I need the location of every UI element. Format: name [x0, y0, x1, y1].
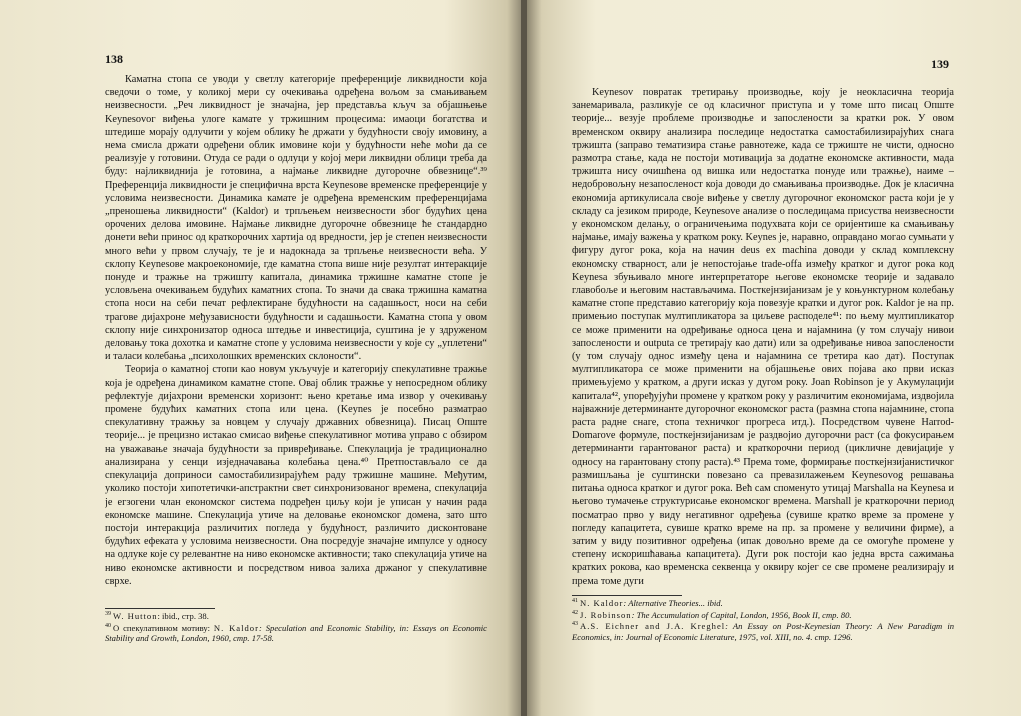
page-body — [572, 86, 954, 592]
footnote-text: : Speculation and Economic Stability, in: Essays on Economic Stability and Growth, London, 1960, стр. 17-58. — [105, 622, 487, 644]
footnote-rule — [105, 608, 215, 609]
footnote-number: 40 — [105, 622, 111, 629]
footnote-number: 39 — [105, 611, 111, 617]
footnote-author: W. Hutton — [113, 611, 158, 621]
footnote — [572, 598, 954, 609]
page-number: 138 — [105, 52, 123, 66]
footnotes — [572, 598, 954, 643]
footnote-number: 43 — [572, 621, 578, 628]
footnote-author: N. Kaldor — [580, 598, 624, 608]
footnote-author: N. Kaldor — [213, 622, 259, 633]
paragraph: Keynesov повратак третирању производње, коју је неокласична теорија занемаривала, разликује се од класичног приступа и у томе што писац Опште теорије... везује проблеме производње и запослености за кратки рок. У овом временском оквиру анализира последице недостатка самостабилизирајућих снага тржишта (заправо тематизира стање равнотеже, када се тржиште не чисти, односно размотра стање, када не постоји мотивација за додатне економске активности, мада тржишта нису очишћена од вишка или недостатка понуде или тражње), наиме – недобровољну незапосленост која доводи до смањивања производње. Док је класична економија артикулисала своје виђење у светлу дугорочног економског раста који је у складу са језиком природе, Keynesove анализе о последицама присуства неизвесности у економском делању, о ограничењима подухвата који се оријентише ка смањивању најмање, имају важења у кратком року. Keynes је, наравно, оправдано могао сумњати у фигуру дугог рока, која на начин deus ex machina доводи у склад комплексну економску стварност, али је непостојање trade-offa између кратког и дугог рока код Keynesa збуњивало многе интерпретаторе његове економске теорије и задавало главобоље и његовим настављачима. Посткејнзијанизам је у коњунктурном колебању каматне стопе представио категорију која повезује кратки и дугог рок. Kaldor је на пр. примењио поступак мултипликатора за циљеве расподеле⁴¹: по њему мултипликатор се може применити на одређивање односа цена и најамнина (у том случају нивои запослености и outputa се третирају као дати) или за одређивање нивоа запослености (у том случају однос између цена и најамнина се третира као дат). Поступак мултипликатора се може применити на објашњење ових појава ако први исказ примењујемо у кратком, а други исказ у дугом року. Joan Robinson је у Акумулацији капитала⁴², упоређујући промене у кратком року у различитим економијама, издвојила најважније детерминанте дугорочног економског раста (размна стопа најамнине, стопа раста радне снаге, стопа техничког прогреса итд.). Посредством чувене Harrod-Domarove формуле, посткејнзијанизам је раздвојио дугорочни раст (са фокусирањем детерминанти гарантованог раста) и краткорочни период (цикличне девијације у односу на гарантовану стопу раста).⁴³ Према томе, формирање посткејнзијанистичког размишљања је суштински повезано са превазилажењем Keynesovog решавања питања односа кратког и дугог рока. Већ сам споменуто утицај Marshalla на Keynesa и његово тумачење структурисање економског времена. Marshall је краткорочни период посматрао прво у виду негативног одређења (сувише кратко време за промене у погледу капацитета, сувише кратко време на пр. за промене у величини фирме), а затим у виду позитивног одређења (ипак довољно време да се омогуће промене у степену искоришћавања капацитета). Дуги рок постоји као једна врста сажимања кратких рокова, као временска секвенца у оквиру којег се све промене реализирају и према томе дуги — [572, 87, 954, 587]
footnote-author: J. Robinson — [580, 609, 632, 620]
paragraph: Каматна стопа се уводи у светлу категорије преференције ликвидности која сведочи о томе, у коликој мери су очекивања одређена вољом за смањивањем неизвесности. „Реч ликвидност је значајна, јер представља кључ за објашњење Keynesovог виђења улоге камате у тржишним процесима: имаоци богатства и штедише морају одлучити у којем облику ће држати у будућности своју имовину, а нема смисла држати одређени облик имовине који у будућности неће моћи да се реализује у готовини. Отуда се ради о одлуци у којој мери ликвидни облици треба да буду: најликвиднија је готовина, а најмање ликвидне дугорочне обвезнице“.³⁹ Преференција ликвидности је специфична врста Keynesове временске преференције у условима неизвесности. Динамика камате је одређена временским преференцијама „преношења ликвидности“ (Kaldor) и трпљењем неизвесности због будућих цена орочених делова имовине. Најмање ликвидне дугорочне обвезнице ће стандардно донети већи принос од краткорочних хартија од вредности, јер је степен неизвесности много већи у првом случају, те је и надокнада за трпљење неизвесности већа. У склопу Keynesове макроекономије, где каматна стопа више није резултат интеракције понуде и тражње на тржишту капитала, динамика тржишне каматне стопе је условљена очекивањем будућих каматних стопа. То значи да свака тржишна каматна стопа носи на себи печат рефлектиране будућности на садашњост, носи на себи трагове дијахроне међузависности будућности и садашњости. Каматна стопа у овом склопу није синхронизатор односа штедње и инвестиција, суштина је у здруженом деловању тока дохотка и каматне стопе у условима неизвесности у које су „уплетени“ и таласи колебања „психолошких временских склоности“. — [105, 74, 487, 363]
footnote-prefix: О спекулативном мотиву: — [113, 622, 214, 633]
footnote-rule — [572, 595, 682, 596]
footnote-author: A.S. Eichner and J.A. Kreghel — [580, 621, 726, 632]
footnote — [572, 610, 954, 621]
right-page — [527, 0, 1021, 716]
footnote-number: 42 — [572, 609, 578, 616]
footnote-text: : The Accumulation of Capital, London, 1956, Book II, стр. 80. — [631, 609, 852, 620]
footnote — [572, 621, 954, 642]
page-number: 139 — [931, 57, 949, 71]
footnote — [105, 611, 487, 622]
footnote-text: : ibid., стр. 38. — [157, 611, 209, 621]
footnotes — [105, 611, 487, 645]
footnote-number: 41 — [572, 598, 578, 604]
footnote — [105, 623, 487, 644]
page-body — [105, 73, 487, 608]
paragraph: Теорија о каматној стопи као новум укључује и категорију спекулативне тражње која је одређена динамиком каматне стопе. Овај облик тражње у непосредном облику рефлектује дијахрони временски хоризонт: њено кретање има извор у очекивању промене будућих каматних стопа или цена. (Keynes је посебно разматрао спекулативну тражњу за новцем у случају државних обвезница). Писац Опште теорије... је прецизно истакао смисао виђење спекулативног мотива управо с обзиром на уважавање значаја будућности за привређивање. Спекулација је традиционално анализирана у сенци изједначавања колебања цена.⁴⁰ Претпостављало се да спекулација доприноси самостабилизирајућем раду тржишне машине. Међутим, уколико постоји хипотетички-апстрактни свет синхронизованог времена, спекулација је егзогени члан економског система подређен циљу који је уписан у начин рада економске машине. Спекулација утиче на деловање економског домена, зато што постоји интеракција различитих погледа у будућност, различито дисконтоване будућих ефеката у условима неизвесности. Она посредује значајне импулсе у односу на одлуке које су релевантне на ниво економске активности; тако спекулација утиче на ниво економске активности и посредством нивоа залиха држаног у спекулативне сврхе. — [105, 364, 487, 587]
footnote-text: : Alternative Theories... ibid. — [623, 598, 723, 608]
footnote-text: : An Essay on Post-Keynesian Theory: A New Paradigm in Economics, in: Journal of Economic Literature, 1975, vol. XIII, no. 4. стр. 1296. — [572, 621, 955, 642]
